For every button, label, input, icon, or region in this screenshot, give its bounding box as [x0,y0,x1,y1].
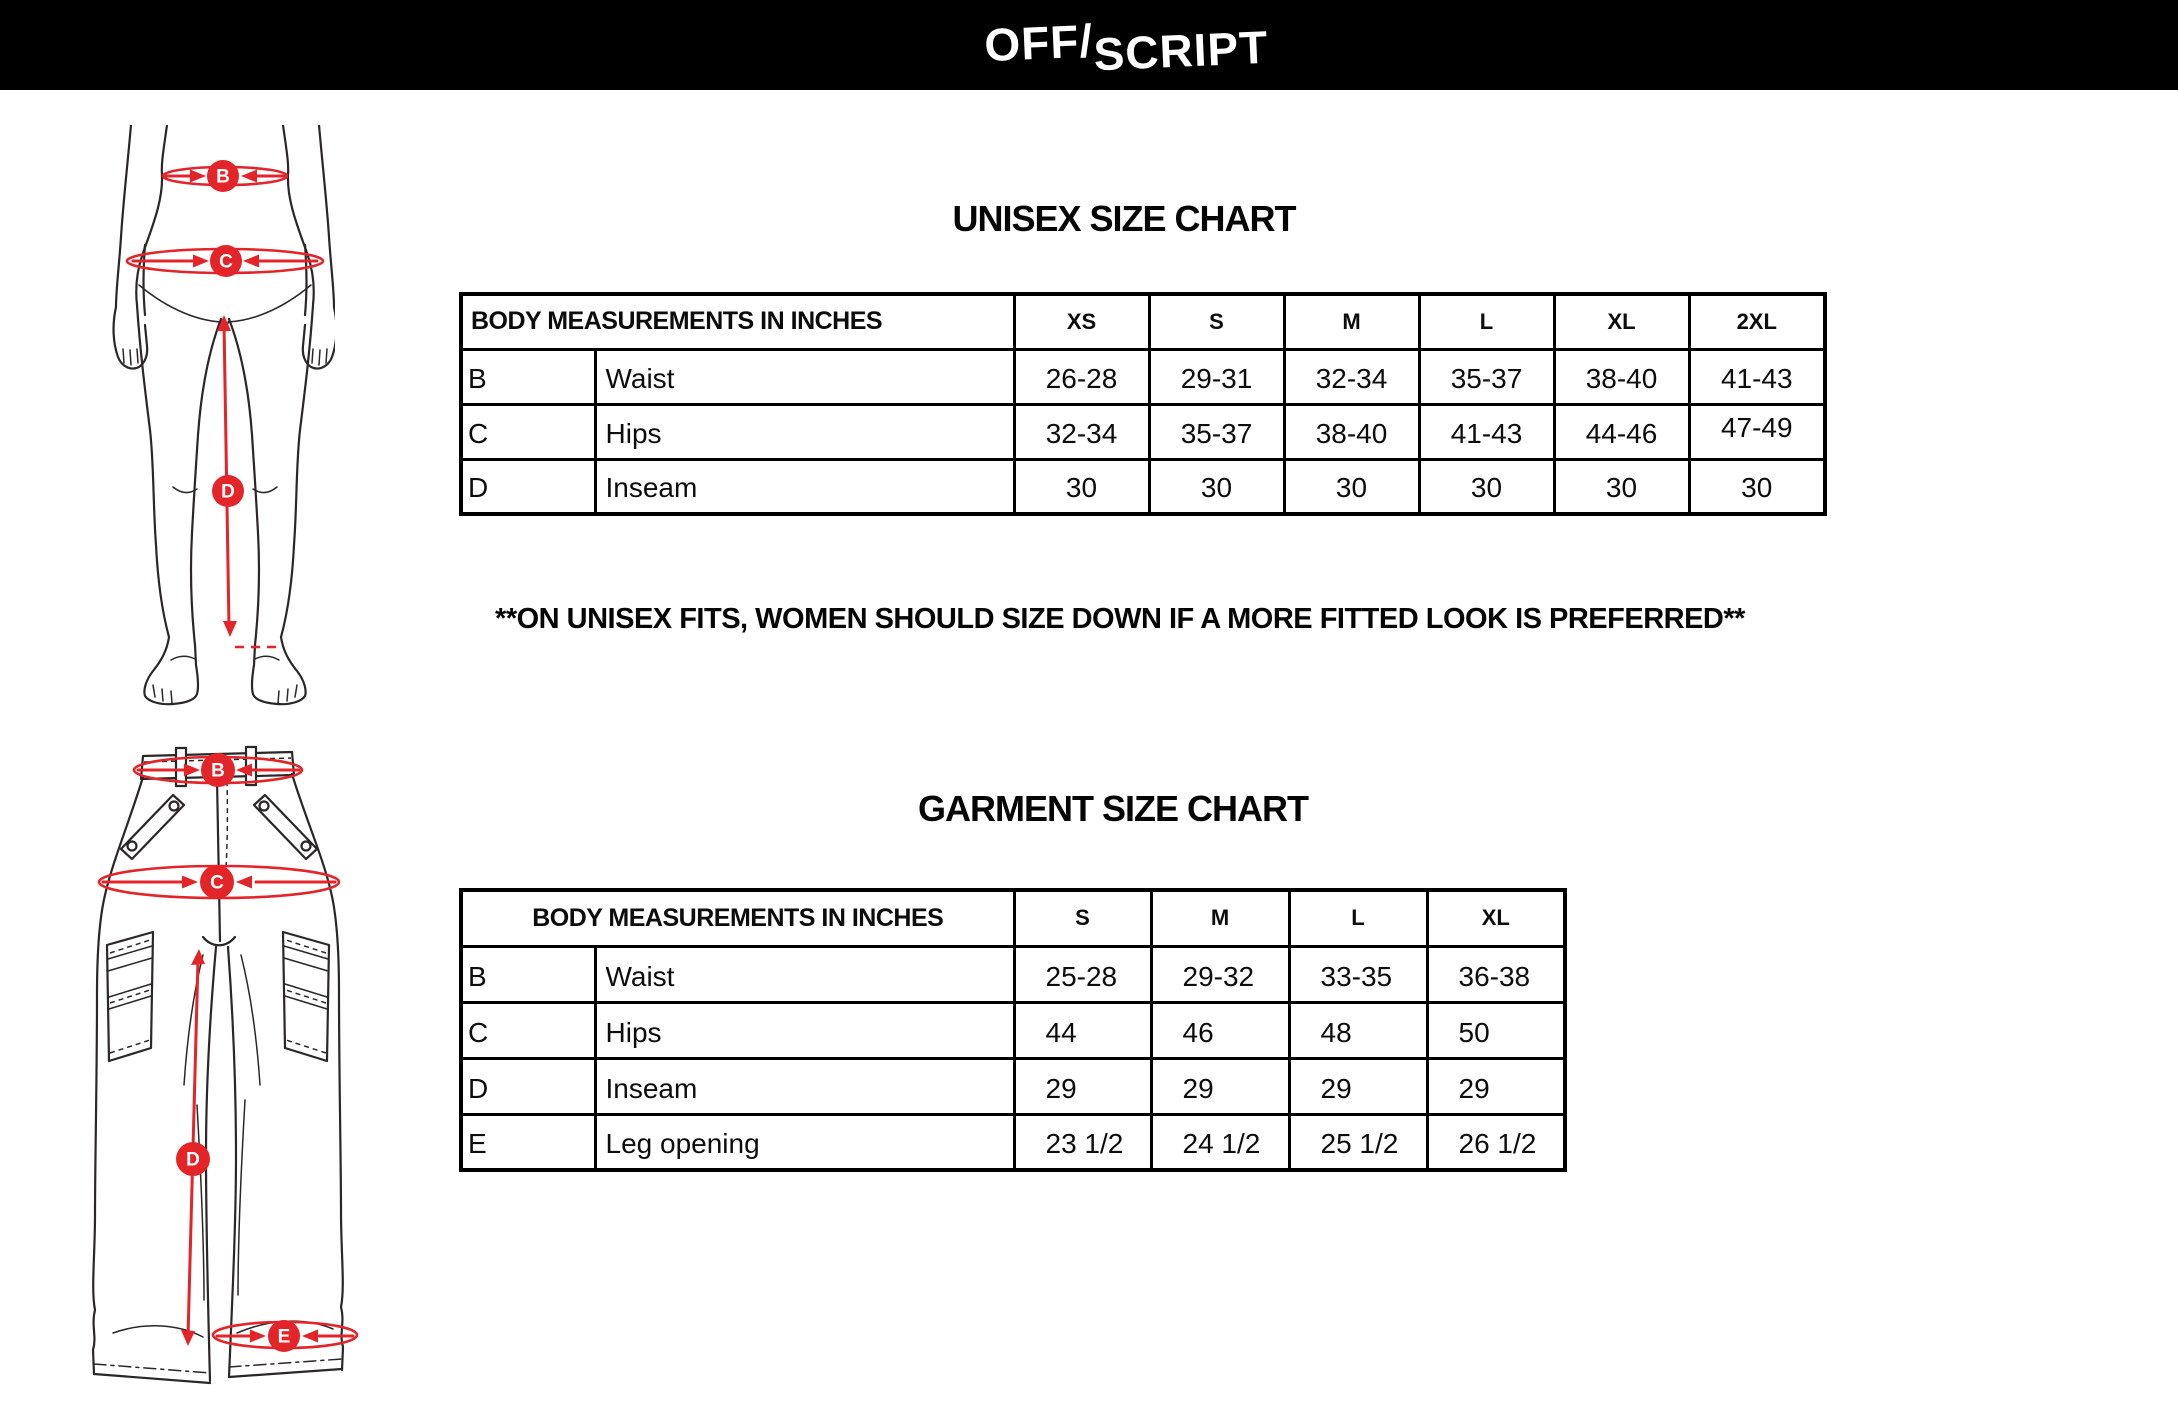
size-value-cell: 32-34 [1284,349,1419,404]
unisex-size-table [459,292,1827,516]
measurement-letter-cell: C [461,1002,595,1058]
brand-logo-script: SCRIPT [1092,20,1270,81]
marker-e-icon [268,1320,300,1352]
garment-chart-title: GARMENT SIZE CHART [918,787,1308,829]
measurement-letter-cell: D [461,459,595,514]
measurement-name-cell: Hips [595,404,1014,459]
marker-d-label: D [221,481,235,503]
measurement-letter-cell: B [461,946,595,1002]
size-column-header: L [1289,890,1427,946]
size-value-cell: 29-32 [1151,946,1289,1002]
cargo-pants-measurement-figure-icon [85,745,375,1400]
size-value-cell: 29 [1289,1058,1427,1114]
measurement-name-cell: Waist [595,349,1014,404]
table-row [461,459,1825,514]
cargo-pocket [283,932,329,1061]
size-value-cell: 30 [1689,459,1825,514]
size-value-cell: 33-35 [1289,946,1427,1002]
size-value-cell: 30 [1149,459,1284,514]
size-value-cell: 29-31 [1149,349,1284,404]
size-value-cell: 50 [1427,1002,1565,1058]
garment-size-table [459,888,1567,1172]
size-value-cell: 41-43 [1419,404,1554,459]
table-row [461,1058,1565,1114]
size-value-cell: 41-43 [1689,349,1825,404]
size-value-cell: 29 [1427,1058,1565,1114]
marker-d-icon [176,1142,210,1176]
size-value-cell: 30 [1554,459,1689,514]
table-header-row [461,294,1825,349]
size-value-cell: 48 [1289,1002,1427,1058]
brand-logo [983,6,1270,81]
table-header-row [461,890,1565,946]
cargo-pocket [107,932,153,1061]
measurement-letter-cell: B [461,349,595,404]
size-value-cell: 30 [1014,459,1149,514]
size-column-header: XL [1427,890,1565,946]
marker-d-label: D [186,1149,200,1171]
unisex-chart-title: UNISEX SIZE CHART [952,197,1296,239]
size-value-cell: 47-49 [1689,404,1825,459]
marker-b-icon [201,753,235,787]
marker-c-icon [200,865,234,899]
site-header [0,0,2178,90]
size-value-cell: 25-28 [1014,946,1151,1002]
size-value-cell: 26-28 [1014,349,1149,404]
size-column-header: M [1284,294,1419,349]
size-value-cell: 35-37 [1419,349,1554,404]
table-row [461,1002,1565,1058]
size-value-cell: 44 [1014,1002,1151,1058]
marker-b-label: B [216,166,230,188]
lower-body-measurement-figure-icon [85,125,335,720]
table-label-header: BODY MEASUREMENTS IN INCHES [461,890,1014,946]
size-value-cell: 35-37 [1149,404,1284,459]
size-value-cell: 30 [1419,459,1554,514]
size-value-cell: 38-40 [1284,404,1419,459]
measurement-name-cell: Hips [595,1002,1014,1058]
measurement-letter-cell: D [461,1058,595,1114]
marker-c-label: C [210,872,224,894]
measurement-letter-cell: C [461,404,595,459]
table-row [461,404,1825,459]
size-column-header: S [1014,890,1151,946]
marker-b-icon [207,160,239,192]
size-value-cell: 44-46 [1554,404,1689,459]
size-value-cell: 26 1/2 [1427,1114,1565,1170]
size-value-cell: 29 [1014,1058,1151,1114]
table-row [461,946,1565,1002]
table-label-header: BODY MEASUREMENTS IN INCHES [461,294,1014,349]
marker-c-label: C [219,251,233,273]
size-column-header: S [1149,294,1284,349]
size-column-header: M [1151,890,1289,946]
size-column-header: L [1419,294,1554,349]
marker-e-label: E [277,1326,291,1348]
size-value-cell: 36-38 [1427,946,1565,1002]
unisex-fit-note: **ON UNISEX FITS, WOMEN SHOULD SIZE DOWN IF A MORE FITTED LOOK IS PREFERRED** [495,603,1745,635]
size-value-cell: 25 1/2 [1289,1114,1427,1170]
size-column-header: 2XL [1689,294,1825,349]
size-column-header: XS [1014,294,1149,349]
size-value-cell: 23 1/2 [1014,1114,1151,1170]
marker-d-icon [212,475,244,507]
size-value-cell: 30 [1284,459,1419,514]
size-column-header: XL [1554,294,1689,349]
marker-b-label: B [211,760,225,782]
measurement-name-cell: Leg opening [595,1114,1014,1170]
size-value-cell: 32-34 [1014,404,1149,459]
size-value-cell: 29 [1151,1058,1289,1114]
size-value-cell: 24 1/2 [1151,1114,1289,1170]
measurement-name-cell: Waist [595,946,1014,1002]
table-row [461,1114,1565,1170]
brand-logo-off: OFF/ [983,14,1095,72]
table-row [461,349,1825,404]
measurement-name-cell: Inseam [595,1058,1014,1114]
measurement-name-cell: Inseam [595,459,1014,514]
size-value-cell: 38-40 [1554,349,1689,404]
marker-c-icon [210,245,242,277]
size-value-cell: 46 [1151,1002,1289,1058]
measurement-letter-cell: E [461,1114,595,1170]
